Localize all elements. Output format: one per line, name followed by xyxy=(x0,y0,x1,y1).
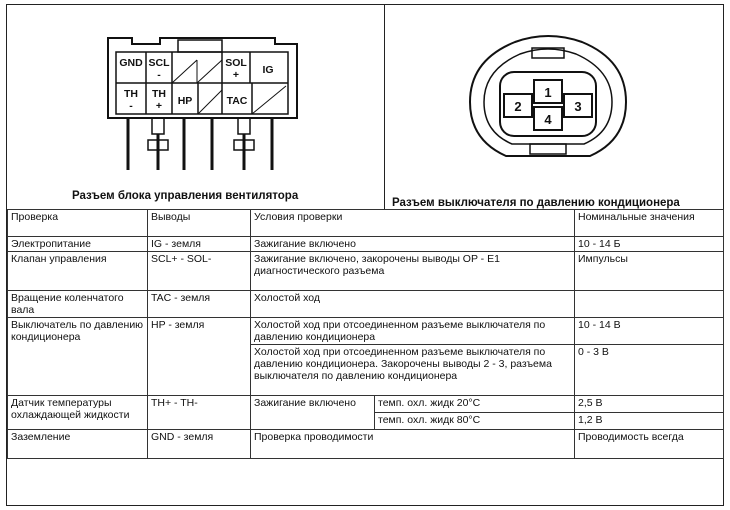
pin-4: 4 xyxy=(544,112,552,127)
cell-subcondition: темп. охл. жидк 80°С xyxy=(375,413,575,430)
cell-nominal: 10 - 14 Б xyxy=(575,237,724,252)
pin-hp: HP xyxy=(177,95,193,107)
pin-th-plus-sign: + xyxy=(155,100,163,112)
header-conditions: Условия проверки xyxy=(251,210,575,237)
pin-sol: SOL xyxy=(225,57,247,69)
pin-sol-sign: + xyxy=(232,69,240,81)
cell-nominal: 10 - 14 В xyxy=(575,318,724,345)
table-row xyxy=(8,430,724,459)
cell-check: Клапан управления xyxy=(8,252,148,291)
pin-scl-sign: - xyxy=(157,69,161,81)
table-row xyxy=(8,396,724,413)
cell-check: Заземление xyxy=(8,430,148,459)
fan-connector-caption: Разъем блока управления вентилятора xyxy=(72,190,299,202)
table-row xyxy=(8,318,724,345)
header-check: Проверка xyxy=(8,210,148,237)
cell-conditions: Холостой ход при отсоединенном разъеме выключателя по давлению кондиционера. Закорочены выводы 2 - 3, разъема выключателя по давлению кондиционера xyxy=(251,345,575,396)
pin-ig: IG xyxy=(262,64,274,76)
table-header-row xyxy=(8,210,724,237)
cell-nominal: 0 - 3 В xyxy=(575,345,724,396)
cell-nominal: Импульсы xyxy=(575,252,724,291)
pin-th-plus: TH xyxy=(152,88,166,100)
pin-3: 3 xyxy=(574,99,582,114)
pin-gnd: GND xyxy=(119,57,143,69)
cell-terminals: SCL+ - SOL- xyxy=(148,252,251,291)
pin-1: 1 xyxy=(544,85,552,100)
cell-conditions: Зажигание включено, закорочены выводы OP - E1 диагностического разъема xyxy=(251,252,575,291)
cell-terminals: TH+ - TH- xyxy=(148,396,251,430)
pressure-connector-caption: Разъем выключателя по давлению кондиционера xyxy=(392,197,680,209)
pin-scl: SCL xyxy=(148,57,170,69)
cell-nominal: 2,5 В xyxy=(575,396,724,413)
table-row xyxy=(8,291,724,318)
cell-terminals: HP - земля xyxy=(148,318,251,396)
cell-conditions: Зажигание включено xyxy=(251,237,575,252)
pin-th-minus: TH xyxy=(124,88,138,100)
pin-th-minus-sign: - xyxy=(129,100,133,112)
cell-nominal: 1,2 В xyxy=(575,413,724,430)
pin-2: 2 xyxy=(514,99,522,114)
cell-terminals: TAC - земля xyxy=(148,291,251,318)
connector-diagrams xyxy=(0,0,730,210)
cell-subcondition: темп. охл. жидк 20°С xyxy=(375,396,575,413)
header-nominal: Номинальные значения xyxy=(575,210,724,237)
cell-conditions: Холостой ход при отсоединенном разъеме выключателя по давлению кондиционера xyxy=(251,318,575,345)
cell-terminals: IG - земля xyxy=(148,237,251,252)
table-row xyxy=(8,237,724,252)
cell-conditions: Зажигание включено xyxy=(251,396,375,430)
cell-terminals: GND - земля xyxy=(148,430,251,459)
cell-conditions: Холостой ход xyxy=(251,291,575,318)
cell-check: Датчик температуры охлаждающей жидкости xyxy=(8,396,148,430)
cell-conditions: Проверка проводимости xyxy=(251,430,575,459)
cell-check: Выключатель по давлению кондиционера xyxy=(8,318,148,396)
cell-nominal: Проводимость всегда xyxy=(575,430,724,459)
cell-nominal xyxy=(575,291,724,318)
header-terminals: Выводы xyxy=(148,210,251,237)
spec-table xyxy=(7,209,724,459)
pin-tac: TAC xyxy=(226,95,248,107)
cell-check: Электропитание xyxy=(8,237,148,252)
cell-check: Вращение коленчатого вала xyxy=(8,291,148,318)
table-row xyxy=(8,252,724,291)
